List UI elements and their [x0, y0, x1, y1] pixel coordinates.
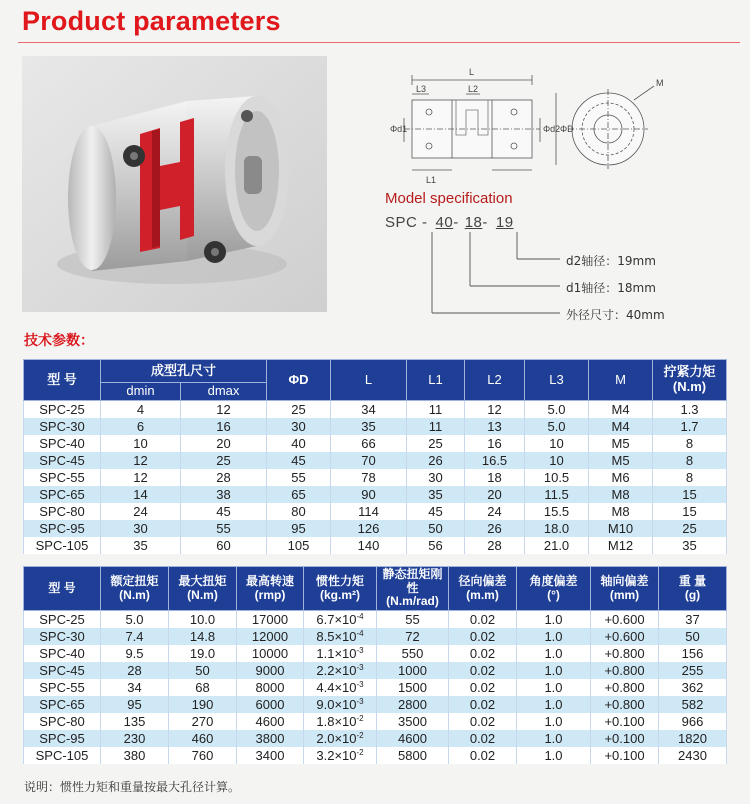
table-cell: 30 [101, 520, 181, 537]
table-cell: 24 [101, 503, 181, 520]
table-cell: M8 [589, 486, 653, 503]
table-cell: 1.0 [517, 730, 591, 747]
table-cell: 1.0 [517, 679, 591, 696]
col-D: ΦD [267, 360, 331, 401]
dim-d1-label: Φd1 [390, 124, 408, 134]
col-L2: L2 [465, 360, 525, 401]
table-cell: 15.5 [525, 503, 589, 520]
table-cell: 8 [653, 469, 727, 486]
spec-prefix: SPC - [385, 214, 428, 231]
spec-outer-label: 外径尺寸：40mm [566, 308, 665, 322]
table-cell: 5.0 [101, 611, 169, 629]
table-cell: 0.02 [449, 730, 517, 747]
table-cell: SPC-95 [24, 520, 101, 537]
title-divider [18, 42, 740, 43]
table-cell: SPC-40 [24, 435, 101, 452]
inertia-times-ten: ×10 [334, 612, 357, 627]
col-L1: L1 [407, 360, 465, 401]
col-L3: L3 [525, 360, 589, 401]
inertia-cell [304, 696, 377, 713]
table-cell: 25 [653, 520, 727, 537]
table-cell: 50 [169, 662, 237, 679]
inertia-times-ten: ×10 [334, 629, 357, 644]
table-cell: 95 [101, 696, 169, 713]
table-cell: 68 [169, 679, 237, 696]
spec-sep-2: - [482, 214, 488, 231]
table-cell: 12 [181, 401, 267, 419]
table-cell: 190 [169, 696, 237, 713]
table-cell: 6 [101, 418, 181, 435]
inertia-times-ten: ×10 [334, 748, 357, 763]
perf-col-unit: (m.m) [466, 587, 499, 602]
table-cell: 70 [331, 452, 407, 469]
perf-col-label: 重 量 [678, 573, 707, 588]
table-cell: 20 [181, 435, 267, 452]
table-cell: 12 [101, 452, 181, 469]
table-row [24, 469, 727, 486]
page-title: Product parameters [22, 6, 281, 36]
inertia-exponent: -2 [356, 748, 364, 757]
table-cell: 3800 [237, 730, 304, 747]
table-cell: 582 [659, 696, 727, 713]
table-cell: 35 [101, 537, 181, 554]
table-cell: 95 [267, 520, 331, 537]
table-cell: 9.5 [101, 645, 169, 662]
performance-table [23, 566, 727, 764]
perf-col-unit: (rmp) [254, 587, 286, 602]
table-cell: 78 [331, 469, 407, 486]
dim-L1-label: L1 [426, 175, 437, 185]
table-cell: 35 [407, 486, 465, 503]
table-cell: 28 [181, 469, 267, 486]
table-cell: +0.800 [591, 696, 659, 713]
table-cell: 30 [267, 418, 331, 435]
inertia-mantissa: 8.5 [316, 629, 335, 644]
perf-col-header [377, 567, 449, 611]
table-cell: 14 [101, 486, 181, 503]
col-torque-unit: (N.m) [672, 379, 707, 394]
inertia-exponent: -3 [356, 680, 364, 689]
inertia-mantissa: 9.0 [316, 697, 335, 712]
table-cell: 3500 [377, 713, 449, 730]
table-cell: SPC-55 [24, 469, 101, 486]
perf-col-label: 径向偏差 [458, 573, 507, 588]
dim-L3-label: L3 [416, 84, 427, 94]
inertia-mantissa: 1.1 [316, 646, 335, 661]
table-cell: 3400 [237, 747, 304, 764]
spec-d2-label: d2轴径：19mm [566, 254, 656, 268]
table-cell: SPC-40 [24, 645, 101, 662]
inertia-exponent: -4 [356, 612, 364, 621]
table-cell: +0.100 [591, 730, 659, 747]
technical-drawing [384, 60, 724, 190]
table-cell: 550 [377, 645, 449, 662]
table-cell: 19.0 [169, 645, 237, 662]
table-cell: SPC-80 [24, 503, 101, 520]
perf-col-header [304, 567, 377, 611]
table-cell: 55 [181, 520, 267, 537]
inertia-cell [304, 730, 377, 747]
table-cell: 28 [101, 662, 169, 679]
table-cell: 20 [465, 486, 525, 503]
spec-d2: 19 [495, 214, 514, 231]
section-title: 技术参数： [24, 333, 94, 349]
table-cell: 16 [465, 435, 525, 452]
perf-col-unit: (mm) [609, 587, 640, 602]
table-cell: 380 [101, 747, 169, 764]
table-cell: 55 [267, 469, 331, 486]
perf-col-unit: (N.m) [119, 587, 150, 602]
table-cell: 15 [653, 503, 727, 520]
table-cell: 362 [659, 679, 727, 696]
table-cell: 966 [659, 713, 727, 730]
dim-L-label: L [469, 67, 475, 77]
inertia-times-ten: ×10 [334, 697, 357, 712]
table-cell: 0.02 [449, 747, 517, 764]
table-row [24, 503, 727, 520]
table-cell: 35 [653, 537, 727, 554]
table-cell: SPC-45 [24, 662, 101, 679]
table-cell: 50 [407, 520, 465, 537]
table-cell: 1000 [377, 662, 449, 679]
perf-col-header [591, 567, 659, 611]
table-row [24, 713, 727, 730]
perf-col-header [101, 567, 169, 611]
col-M: M [589, 360, 653, 401]
inertia-mantissa: 2.2 [316, 663, 335, 678]
col-model: 型 号 [24, 360, 101, 401]
inertia-mantissa: 4.4 [316, 680, 335, 695]
table-cell: 0.02 [449, 628, 517, 645]
inertia-cell [304, 747, 377, 764]
inertia-cell [304, 628, 377, 645]
inertia-exponent: -3 [356, 697, 364, 706]
col-dmax: dmax [181, 383, 267, 401]
dim-D-label: ΦD [560, 124, 574, 134]
inertia-exponent: -3 [356, 646, 364, 655]
table-cell: 460 [169, 730, 237, 747]
spec-outer: 40 [435, 214, 454, 231]
table-cell: 0.02 [449, 679, 517, 696]
table-cell: 25 [407, 435, 465, 452]
table-cell: 4600 [377, 730, 449, 747]
table-cell: +0.800 [591, 662, 659, 679]
table-row [24, 696, 727, 713]
inertia-cell [304, 662, 377, 679]
table-cell: 45 [181, 503, 267, 520]
inertia-exponent: -3 [356, 663, 364, 672]
performance-table-header [24, 567, 727, 611]
table-row [24, 486, 727, 503]
table-cell: 1.7 [653, 418, 727, 435]
perf-col-label: 惯性力矩 [315, 573, 364, 588]
performance-table-body [24, 611, 727, 765]
col-torque [653, 360, 727, 401]
table-cell: 26 [465, 520, 525, 537]
table-cell: 40 [267, 435, 331, 452]
table-row [24, 628, 727, 645]
table-cell: 55 [377, 611, 449, 629]
table-cell: 1.0 [517, 747, 591, 764]
table-cell: 10 [525, 435, 589, 452]
perf-col-header [24, 567, 101, 611]
table-cell: 0.02 [449, 713, 517, 730]
table-cell: 1.0 [517, 696, 591, 713]
table-cell: 11 [407, 418, 465, 435]
col-dmin: dmin [101, 383, 181, 401]
table-cell: SPC-95 [24, 730, 101, 747]
dim-d2-label: Φd2 [543, 124, 561, 134]
table-cell: 270 [169, 713, 237, 730]
table-cell: M10 [589, 520, 653, 537]
perf-col-label: 最高转速 [245, 573, 294, 588]
table-row [24, 662, 727, 679]
table-cell: 7.4 [101, 628, 169, 645]
table-cell: 60 [181, 537, 267, 554]
table-cell: SPC-30 [24, 628, 101, 645]
table-cell: M8 [589, 503, 653, 520]
table-row [24, 435, 727, 452]
table-cell: SPC-80 [24, 713, 101, 730]
spec-d1-label: d1轴径：18mm [566, 281, 656, 295]
dimensions-table-body [24, 401, 727, 555]
table-cell: 4600 [237, 713, 304, 730]
perf-col-unit: (kg.m²) [320, 587, 360, 602]
table-cell: SPC-55 [24, 679, 101, 696]
table-cell: 1820 [659, 730, 727, 747]
inertia-exponent: -2 [356, 731, 364, 740]
table-cell: SPC-25 [24, 401, 101, 419]
table-cell: SPC-30 [24, 418, 101, 435]
table-cell: +0.100 [591, 747, 659, 764]
table-cell: 25 [267, 401, 331, 419]
table-cell: 0.02 [449, 696, 517, 713]
coupling-photo [22, 56, 327, 312]
table-cell: 11 [407, 401, 465, 419]
table-cell: 230 [101, 730, 169, 747]
perf-col-header [659, 567, 727, 611]
table-cell: 114 [331, 503, 407, 520]
table-cell: 0.02 [449, 662, 517, 679]
table-cell: M4 [589, 418, 653, 435]
table-cell: 8000 [237, 679, 304, 696]
table-cell: +0.600 [591, 611, 659, 629]
table-row [24, 730, 727, 747]
dim-M-label: M [656, 78, 664, 88]
table-cell: 11.5 [525, 486, 589, 503]
inertia-exponent: -2 [356, 714, 364, 723]
dimensions-table [23, 359, 727, 554]
table-cell: 5.0 [525, 418, 589, 435]
table-cell: 10 [525, 452, 589, 469]
table-cell: 1500 [377, 679, 449, 696]
perf-col-header [517, 567, 591, 611]
spec-leader-lines [385, 214, 715, 324]
table-row [24, 537, 727, 554]
table-cell: 34 [331, 401, 407, 419]
inertia-times-ten: ×10 [334, 680, 357, 695]
table-cell: 255 [659, 662, 727, 679]
inertia-cell [304, 679, 377, 696]
spec-d1: 18 [464, 214, 483, 231]
perf-col-label: 静态扭矩刚性 [382, 566, 443, 595]
table-cell: 760 [169, 747, 237, 764]
perf-col-header [169, 567, 237, 611]
table-cell: SPC-65 [24, 486, 101, 503]
table-cell: 18 [465, 469, 525, 486]
table-cell: +0.600 [591, 628, 659, 645]
table-row [24, 679, 727, 696]
table-row [24, 452, 727, 469]
inertia-times-ten: ×10 [334, 731, 357, 746]
table-cell: +0.800 [591, 679, 659, 696]
inertia-times-ten: ×10 [334, 646, 357, 661]
table-cell: 25 [181, 452, 267, 469]
inertia-cell [304, 645, 377, 662]
table-cell: 34 [101, 679, 169, 696]
table-cell: 1.0 [517, 662, 591, 679]
table-cell: 65 [267, 486, 331, 503]
perf-col-label: 型 号 [48, 580, 76, 595]
table-cell: 1.0 [517, 645, 591, 662]
table-cell: SPC-25 [24, 611, 101, 629]
col-bore: 成型孔尺寸 [101, 360, 267, 383]
inertia-exponent: -4 [356, 629, 364, 638]
table-cell: 1.0 [517, 628, 591, 645]
inertia-cell [304, 611, 377, 629]
model-spec-title: Model specification [385, 190, 513, 207]
perf-col-label: 轴向偏差 [600, 573, 649, 588]
table-cell: 90 [331, 486, 407, 503]
table-cell: 6000 [237, 696, 304, 713]
table-cell: 8 [653, 452, 727, 469]
table-cell: 56 [407, 537, 465, 554]
table-row [24, 520, 727, 537]
table-cell: 14.8 [169, 628, 237, 645]
table-cell: 10000 [237, 645, 304, 662]
table-cell: SPC-45 [24, 452, 101, 469]
table-cell: 140 [331, 537, 407, 554]
table-cell: 135 [101, 713, 169, 730]
table-cell: 8 [653, 435, 727, 452]
table-cell: 45 [407, 503, 465, 520]
table-cell: 105 [267, 537, 331, 554]
inertia-mantissa: 3.2 [316, 748, 335, 763]
col-torque-label: 拧紧力矩 [663, 364, 716, 380]
table-cell: 12 [101, 469, 181, 486]
perf-col-header [449, 567, 517, 611]
inertia-mantissa: 6.7 [316, 612, 335, 627]
table-cell: 12000 [237, 628, 304, 645]
table-row [24, 418, 727, 435]
table-row [24, 401, 727, 419]
table-cell: +0.100 [591, 713, 659, 730]
table-cell: 80 [267, 503, 331, 520]
table-cell: 156 [659, 645, 727, 662]
table-cell: 28 [465, 537, 525, 554]
table-cell: 24 [465, 503, 525, 520]
table-cell: 35 [331, 418, 407, 435]
table-cell: SPC-105 [24, 537, 101, 554]
table-cell: 15 [653, 486, 727, 503]
table-cell: 4 [101, 401, 181, 419]
perf-col-label: 额定扭矩 [110, 573, 159, 588]
table-cell: 10.0 [169, 611, 237, 629]
inertia-times-ten: ×10 [334, 663, 357, 678]
col-L: L [331, 360, 407, 401]
table-cell: 17000 [237, 611, 304, 629]
perf-col-label: 角度偏差 [529, 573, 578, 588]
perf-col-unit: (N.m/rad) [386, 594, 439, 609]
table-cell: 10.5 [525, 469, 589, 486]
table-cell: 21.0 [525, 537, 589, 554]
table-cell: M12 [589, 537, 653, 554]
table-cell: 66 [331, 435, 407, 452]
perf-col-label: 最大扭矩 [178, 573, 227, 588]
table-cell: M5 [589, 435, 653, 452]
table-cell: SPC-105 [24, 747, 101, 764]
perf-col-unit: (g) [684, 587, 701, 602]
table-cell: 9000 [237, 662, 304, 679]
table-cell: 16 [181, 418, 267, 435]
table-cell: 0.02 [449, 611, 517, 629]
table-cell: 18.0 [525, 520, 589, 537]
spec-sep-1: - [453, 214, 459, 231]
table-cell: 30 [407, 469, 465, 486]
table-cell: M4 [589, 401, 653, 419]
table-cell: +0.800 [591, 645, 659, 662]
table-cell: 126 [331, 520, 407, 537]
table-cell: 50 [659, 628, 727, 645]
table-row [24, 645, 727, 662]
perf-col-header [237, 567, 304, 611]
table-row [24, 747, 727, 764]
table-cell: 1.0 [517, 611, 591, 629]
table-cell: 72 [377, 628, 449, 645]
table-cell: 5.0 [525, 401, 589, 419]
table-cell: 38 [181, 486, 267, 503]
table-row [24, 611, 727, 629]
table-cell: 0.02 [449, 645, 517, 662]
perf-col-unit: (°) [547, 587, 560, 602]
table-cell: 2800 [377, 696, 449, 713]
table-cell: 13 [465, 418, 525, 435]
table-cell: 26 [407, 452, 465, 469]
table-cell: 1.0 [517, 713, 591, 730]
footnote: 说明：惯性力矩和重量按最大孔径计算。 [24, 780, 241, 794]
inertia-times-ten: ×10 [334, 714, 357, 729]
table-cell: SPC-65 [24, 696, 101, 713]
dim-L2-label: L2 [468, 84, 479, 94]
table-cell: 10 [101, 435, 181, 452]
table-cell: M5 [589, 452, 653, 469]
table-cell: M6 [589, 469, 653, 486]
inertia-mantissa: 1.8 [316, 714, 335, 729]
table-cell: 2430 [659, 747, 727, 764]
table-cell: 37 [659, 611, 727, 629]
table-cell: 1.3 [653, 401, 727, 419]
table-cell: 45 [267, 452, 331, 469]
table-cell: 5800 [377, 747, 449, 764]
table-cell: 16.5 [465, 452, 525, 469]
table-cell: 12 [465, 401, 525, 419]
perf-col-unit: (N.m) [187, 587, 218, 602]
inertia-cell [304, 713, 377, 730]
inertia-mantissa: 2.0 [316, 731, 335, 746]
